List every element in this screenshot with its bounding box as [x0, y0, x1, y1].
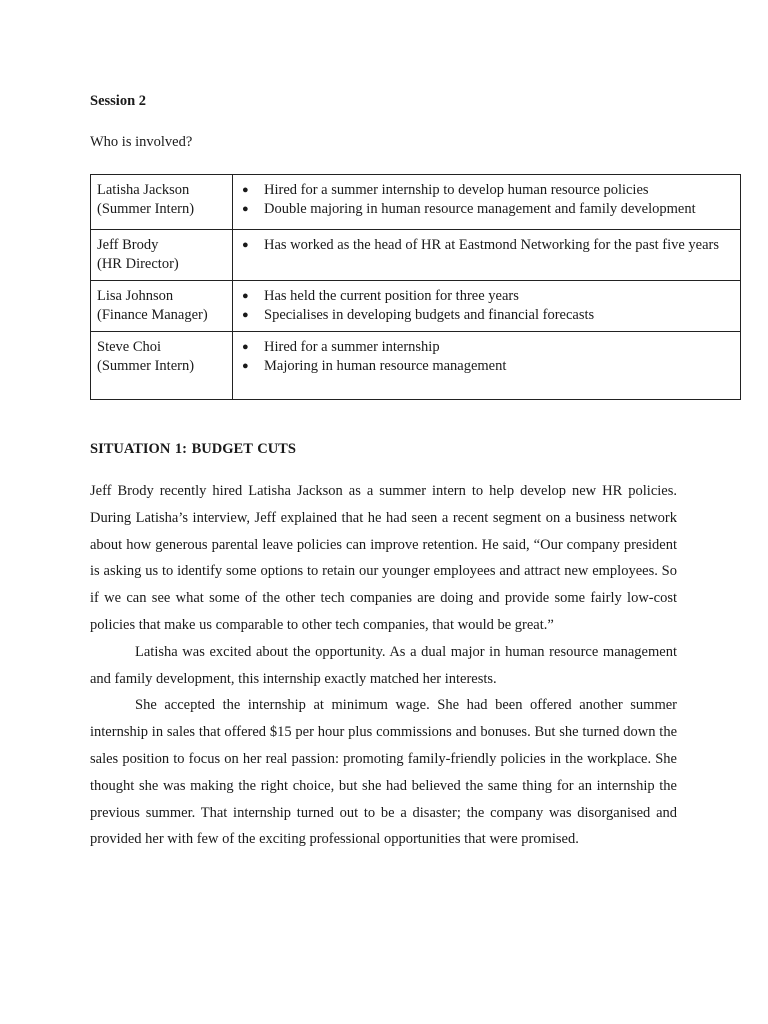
- list-item: ● Majoring in human resource management: [264, 357, 734, 376]
- list-item: ● Double majoring in human resource management and family development: [264, 200, 734, 219]
- body-paragraph: Jeff Brody recently hired Latisha Jackson as a summer intern to help develop new HR policies. During Latisha’s interview, Jeff explained that he had seen a recent segment on a business network about how generous parental leave policies can improve retention. He said, “Our company president is asking us to identify some options to retain our younger employees and attract new employees. So if we can see what some of the other tech companies are doing and provide some fairly low-cost policies that make us comparable to other tech companies, that would be great.”: [90, 483, 677, 633]
- list-item: ● Has worked as the head of HR at Eastmond Networking for the past five years: [264, 236, 734, 255]
- person-name: Latisha Jackson: [97, 182, 190, 198]
- person-role: (Summer Intern): [97, 358, 195, 374]
- list-item: ● Specialises in developing budgets and financial forecasts: [264, 306, 734, 325]
- details-list: [239, 236, 734, 255]
- person-cell: [91, 281, 233, 332]
- body-paragraph: She accepted the internship at minimum wage. She had been offered another summer internship in sales that offered $15 per hour plus commissions and bonuses. But she turned down the sales position to focus on her real passion: promoting family-friendly policies in the workplace. She thought she was making the right choice, but she had believed the same thing for an internship the previous summer. That internship turned out to be a disaster; the company was disorganised and provided her with few of the exciting professional opportunities that were promised.: [90, 697, 677, 848]
- list-item: ● Has held the current position for three years: [264, 287, 734, 306]
- person-name: Jeff Brody: [97, 237, 159, 253]
- people-table: [90, 174, 741, 400]
- table-row: [91, 175, 741, 230]
- who-involved-label: Who is involved?: [90, 134, 193, 150]
- situation-body: [90, 478, 677, 853]
- person-role: (Summer Intern): [97, 201, 195, 217]
- details-cell: [233, 175, 741, 230]
- person-cell: [91, 332, 233, 400]
- person-role: (Finance Manager): [97, 307, 208, 323]
- details-list: [239, 181, 734, 219]
- details-list: [239, 287, 734, 325]
- details-cell: [233, 230, 741, 281]
- session-title: Session 2: [90, 93, 147, 109]
- person-cell: [91, 230, 233, 281]
- details-cell: [233, 332, 741, 400]
- list-item: ● Hired for a summer internship to develop human resource policies: [264, 181, 734, 200]
- person-name: Lisa Johnson: [97, 288, 174, 304]
- details-list: [239, 338, 734, 376]
- list-item: ● Hired for a summer internship: [264, 338, 734, 357]
- situation-heading: SITUATION 1: BUDGET CUTS: [90, 441, 296, 457]
- table-row: [91, 332, 741, 400]
- person-cell: [91, 175, 233, 230]
- table-row: [91, 230, 741, 281]
- table-row: [91, 281, 741, 332]
- person-role: (HR Director): [97, 256, 179, 272]
- person-name: Steve Choi: [97, 339, 162, 355]
- details-cell: [233, 281, 741, 332]
- body-paragraph: Latisha was excited about the opportunity. As a dual major in human resource management and family development, this internship exactly matched her interests.: [90, 643, 677, 687]
